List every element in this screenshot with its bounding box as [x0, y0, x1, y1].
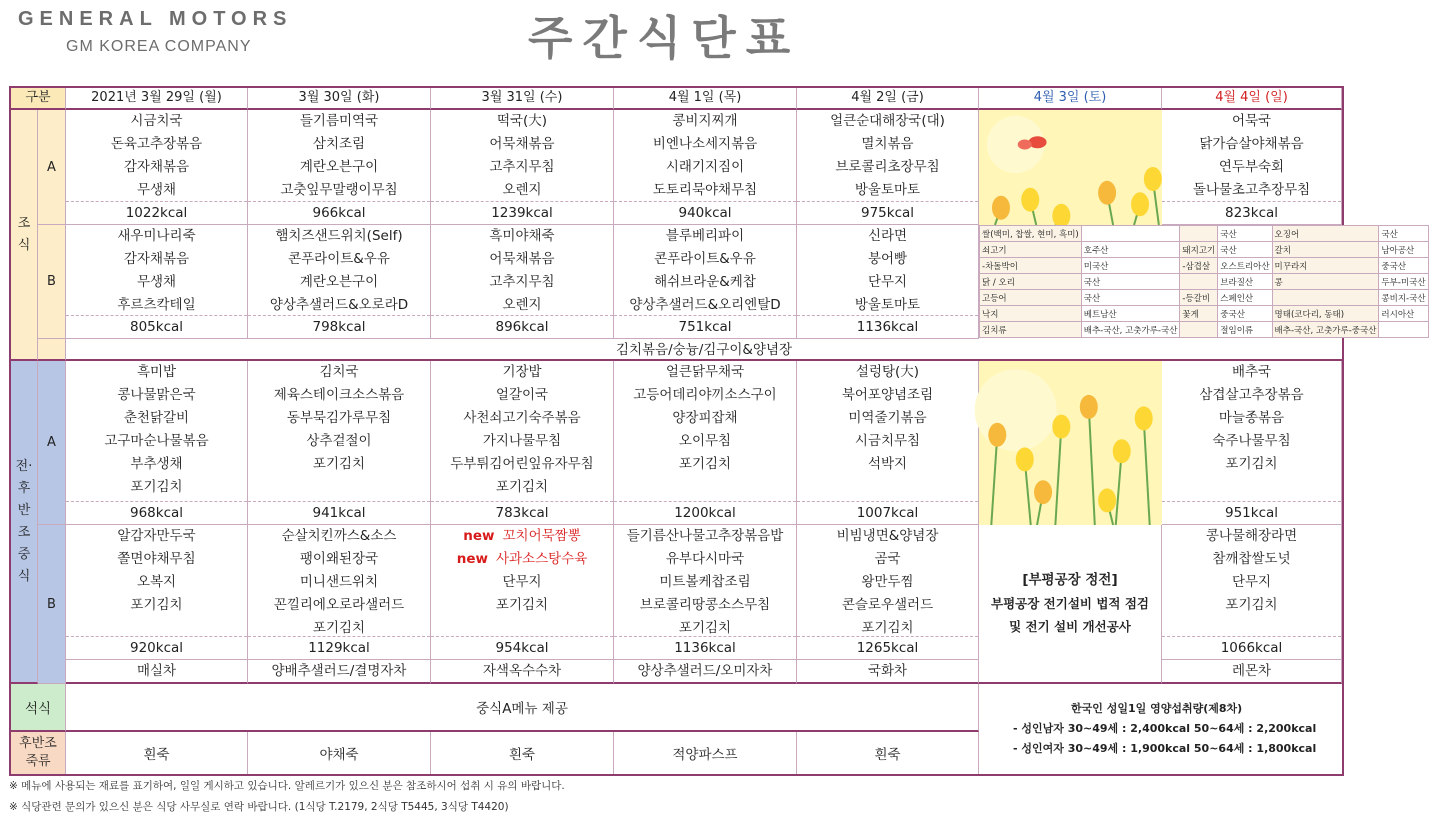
menu-item: 고추지무침 [489, 274, 555, 290]
kcal-value: 966kcal [248, 201, 430, 224]
lunch-b-cell [431, 525, 614, 684]
menu-items [1162, 110, 1341, 202]
menu-items [1162, 361, 1341, 476]
header-corner: 구분 [11, 88, 66, 110]
flower-head [1098, 181, 1116, 205]
menu-items [248, 361, 430, 476]
breakfast-b-cell [431, 225, 614, 339]
drink: 국화차 [797, 659, 978, 682]
breakfast-a-cell [1162, 110, 1342, 225]
origin-cell: 고등어 [980, 290, 1082, 306]
origin-cell [1081, 226, 1180, 242]
origin-cell: -삼겹살 [1180, 258, 1218, 274]
menu-item: 북어포양념조림 [841, 387, 934, 403]
origin-cell: 콩비지-국산 [1379, 290, 1428, 306]
menu-item: 포기김치 [1225, 597, 1278, 613]
nutrition-female: - 성인여자 30~49세 : 1,900kcal 50~64세 : 1,800kcal [1013, 742, 1317, 755]
menu-item: 단무지 [1231, 574, 1272, 590]
kcal-value: 954kcal [431, 636, 613, 659]
menu-item: 시금치무침 [854, 433, 921, 449]
menu-item: 미니샌드위치 [299, 574, 379, 590]
origin-cell: 호주산 [1081, 242, 1180, 258]
menu-item: 상추겉절이 [306, 433, 372, 449]
menu-item: 방울토마토 [854, 182, 921, 198]
menu-items [797, 225, 978, 317]
menu-item: 포기김치 [130, 479, 183, 495]
menu-item: 포기김치 [1225, 456, 1278, 472]
menu-items [431, 361, 613, 499]
menu-item: 흑미밥 [136, 364, 177, 380]
menu-item: 햄치즈샌드위치(Self) [275, 228, 403, 244]
menu-item: 삼치조림 [312, 136, 366, 152]
menu-item: 멸치볶음 [861, 136, 914, 152]
origin-cell: 미국산 [1081, 258, 1180, 274]
breakfast-b-cell [248, 225, 431, 339]
origin-cell: 쇠고기 [980, 242, 1082, 258]
flower-head [1113, 439, 1131, 463]
menu-item: 춘천닭갈비 [123, 410, 190, 426]
origin-cell: 남아공산 [1379, 242, 1428, 258]
new-badge: new [463, 528, 495, 544]
menu-items [1162, 525, 1341, 617]
section-lunch: 전·후반조 중식 [11, 361, 38, 684]
menu-item: 양장피잡채 [672, 410, 738, 426]
menu-item: 흑미야채죽 [489, 228, 555, 244]
sub-breakfast-b: B [38, 225, 66, 339]
kcal-value: 805kcal [66, 315, 247, 338]
origin-cell: 중국산 [1218, 306, 1272, 322]
menu-item: 방울토마토 [854, 297, 921, 313]
kcal-value: 751kcal [614, 315, 796, 338]
menu-item: 오복지 [136, 574, 177, 590]
origin-cell: 명태(코다리, 동태) [1272, 306, 1379, 322]
origin-cell [1379, 322, 1428, 338]
menu-item: 두부튀김어린잎유자무침 [450, 456, 594, 472]
saturday-lunch-art [979, 361, 1162, 525]
menu-item: 부추생채 [130, 456, 183, 472]
menu-item: 얼큰순대해장국(대) [830, 113, 945, 129]
kcal-value: 783kcal [431, 501, 613, 524]
menu-items [614, 525, 796, 640]
section-porridge: 후반조 죽류 [11, 732, 66, 774]
day-header: 3월 31일 (수) [431, 88, 614, 110]
menu-item: 왕만두찜 [861, 574, 914, 590]
saturday-breakfast-art-illustration [979, 110, 1162, 225]
origin-row [980, 226, 1429, 242]
origin-cell: 콩 [1272, 274, 1379, 290]
menu-item: 제육스테이크소스볶음 [273, 387, 405, 403]
lunch-b-cell [1162, 525, 1342, 684]
porridge-cell: 흰죽 [66, 732, 248, 774]
menu-item: 유부다시마국 [665, 551, 745, 567]
menu-item: 포기김치 [678, 456, 732, 472]
menu-item: 팽이왜된장국 [299, 551, 379, 567]
kcal-value: 1136kcal [614, 636, 796, 659]
menu-items [66, 225, 247, 317]
butterfly-wing [1029, 136, 1047, 148]
origin-cell: 배추-국산, 고춧가루-중국산 [1272, 322, 1379, 338]
menu-item: 포기김치 [130, 597, 183, 613]
lunch-a-cell [1162, 361, 1342, 525]
menu-item: 순살치킨까스&소스 [281, 528, 397, 544]
day-header: 2021년 3월 29일 (월) [66, 88, 248, 110]
new-menu-item [431, 548, 613, 571]
menu-item: 콩나물맑은국 [117, 387, 196, 403]
menu-item: 시래기지짐이 [665, 159, 745, 175]
origin-row [980, 290, 1429, 306]
menu-items [248, 110, 430, 202]
kcal-value: 968kcal [66, 501, 247, 524]
menu-item: 콘푸라이트&우유 [654, 251, 756, 267]
lunch-a-cell [797, 361, 979, 525]
nutrition-male: - 성인남자 30~49세 : 2,400kcal 50~64세 : 2,200kcal [1013, 722, 1317, 735]
menu-items [431, 110, 613, 202]
menu-item: 미역줄기볶음 [848, 410, 927, 426]
menu-item: 해쉬브라운&케찹 [654, 274, 756, 290]
flower-head [1144, 167, 1162, 191]
menu-item: 무생채 [136, 274, 177, 290]
sub-lunch-a: A [38, 361, 66, 525]
menu-item: 계란오븐구이 [299, 274, 379, 290]
kcal-value: 896kcal [431, 315, 613, 338]
menu-item: 숙주나물무침 [1212, 433, 1291, 449]
day-header: 3월 30일 (화) [248, 88, 431, 110]
menu-item: 무생채 [136, 182, 177, 198]
new-item-name: 꼬치어묵짬뽕 [502, 528, 581, 544]
origin-row [980, 322, 1429, 338]
menu-item: 어묵채볶음 [489, 251, 555, 267]
origin-cell: 국산 [1218, 242, 1272, 258]
menu-item: 블루베리파이 [665, 228, 745, 244]
flower-head [1098, 488, 1116, 512]
lunch-b-cell [66, 525, 248, 684]
origin-cell [1272, 290, 1379, 306]
lunch-a-cell [66, 361, 248, 525]
origin-cell: 김치류 [980, 322, 1082, 338]
origin-table [979, 225, 1429, 338]
flower-head [992, 196, 1010, 220]
kcal-value: 920kcal [66, 636, 247, 659]
menu-item: 사천쇠고기숙주볶음 [463, 410, 581, 426]
flower-head [1021, 188, 1039, 212]
menu-item: 단무지 [502, 574, 542, 590]
origin-cell: 오스트리아산 [1218, 258, 1272, 274]
porridge-cell: 흰죽 [797, 732, 979, 774]
kcal-value: 1239kcal [431, 201, 613, 224]
saturday-breakfast-art [979, 110, 1162, 225]
origin-cell: 국산 [1379, 226, 1428, 242]
menu-item: 들기름산나물고추장볶음밥 [626, 528, 784, 544]
origin-cell: 오징어 [1272, 226, 1379, 242]
sub-breakfast-a: A [38, 110, 66, 225]
origin-cell: 국산 [1081, 274, 1180, 290]
notice-title: [부평공장 정전] [1022, 572, 1118, 588]
menu-items [431, 525, 613, 617]
butterfly-wing [1018, 140, 1032, 150]
menu-item: 포기김치 [495, 597, 549, 613]
origin-cell: 국산 [1218, 226, 1272, 242]
menu-item: 어묵국 [1231, 113, 1272, 129]
menu-item: 붕어빵 [867, 251, 908, 267]
menu-item: 꼰낄리에오로라샐러드 [273, 597, 405, 613]
menu-item: 참깨찹쌀도넛 [1212, 551, 1291, 567]
logo-line1: GENERAL MOTORS [18, 8, 293, 30]
breakfast-a-cell [614, 110, 797, 225]
porridge-cell: 적양파스프 [614, 732, 797, 774]
menu-item: 브로콜리땅콩소스무침 [639, 597, 771, 613]
menu-item: 시금치국 [130, 113, 183, 129]
breakfast-b-cell [797, 225, 979, 339]
flower-head [1034, 480, 1052, 504]
menu-item: 새우미나리죽 [117, 228, 196, 244]
origin-cell: 국산 [1081, 290, 1180, 306]
day-header: 4월 4일 (일) [1162, 88, 1342, 110]
menu-item: 돈육고추장볶음 [110, 136, 203, 152]
menu-items [248, 225, 430, 317]
origin-cell: 베트남산 [1081, 306, 1180, 322]
menu-item: 도토리묵야채무침 [652, 182, 758, 198]
kcal-value: 951kcal [1162, 501, 1341, 524]
menu-item: 고추지무침 [489, 159, 555, 175]
footer-note-contact: ※ 식당관련 문의가 있으신 분은 식당 사무실로 연락 바랍니다. (1식당 T.2179, 2식당 T5445, 3식당 T4420) [9, 801, 509, 813]
porridge-cell: 흰죽 [431, 732, 614, 774]
sub-breakfast-blank [38, 339, 66, 361]
origin-cell: 중국산 [1379, 258, 1428, 274]
menu-item: 고등어데리야끼소스구이 [633, 387, 777, 403]
drink: 매실차 [66, 659, 247, 682]
origin-cell: 미꾸라지 [1272, 258, 1379, 274]
origin-cell: 절임이류 [1218, 322, 1272, 338]
menu-item: 알감자만두국 [117, 528, 196, 544]
origin-cell: 브라질산 [1218, 274, 1272, 290]
menu-item: 김치국 [319, 364, 359, 380]
menu-item: 단무지 [867, 274, 908, 290]
new-item-name: 사과소스탕수육 [495, 551, 588, 567]
kcal-value: 940kcal [614, 201, 796, 224]
kcal-value: 798kcal [248, 315, 430, 338]
menu-items [248, 525, 430, 640]
menu-item: 가지나물무침 [482, 433, 562, 449]
kcal-value: 941kcal [248, 501, 430, 524]
breakfast-b-cell [614, 225, 797, 339]
breakfast-common: 김치볶음/숭늉/김구이&양념장 [66, 339, 1342, 361]
origin-cell [1180, 322, 1218, 338]
menu-items [797, 110, 978, 202]
menu-item: 동부묵김가루무침 [286, 410, 392, 426]
menu-item: 삼겹살고추장볶음 [1199, 387, 1304, 403]
breakfast-b-cell [66, 225, 248, 339]
menu-item: 기장밥 [502, 364, 542, 380]
lunch-a-cell [431, 361, 614, 525]
menu-item: 브로콜리초장무침 [835, 159, 940, 175]
origin-cell: 러시아산 [1379, 306, 1428, 322]
menu-item: 곰국 [874, 551, 901, 567]
origin-row [980, 242, 1429, 258]
menu-items [66, 525, 247, 617]
kcal-value: 1022kcal [66, 201, 247, 224]
menu-item: 콘푸라이트&우유 [288, 251, 390, 267]
kcal-value: 1200kcal [614, 501, 796, 524]
saturday-notice [979, 525, 1162, 684]
drink: 자색옥수수차 [431, 659, 613, 682]
kcal-value: 975kcal [797, 201, 978, 224]
notice-line2: 및 전기 설비 개선공사 [1009, 619, 1131, 634]
menu-items [614, 225, 796, 317]
notice-line1: 부평공장 전기설비 법적 점검 [991, 596, 1149, 611]
sub-lunch-b: B [38, 525, 66, 684]
menu-item: 떡국(大) [496, 113, 548, 129]
origin-cell: 돼지고기 [1180, 242, 1218, 258]
menu-item: 양상추샐러드&오리엔탈D [629, 297, 781, 313]
lunch-b-cell [248, 525, 431, 684]
origin-cell: 두부-미국산 [1379, 274, 1428, 290]
flower-head [988, 423, 1006, 447]
page-title: 주간식단표 [528, 11, 801, 65]
origin-cell: 배추-국산, 고춧가루-국산 [1081, 322, 1180, 338]
new-menu-item [431, 525, 613, 548]
menu-item: 양상추샐러드&오로라D [269, 297, 409, 313]
kcal-value: 823kcal [1162, 201, 1341, 224]
menu-item: 얼큰닭무채국 [665, 364, 745, 380]
kcal-value: 1265kcal [797, 636, 978, 659]
day-header: 4월 2일 (금) [797, 88, 979, 110]
logo-line2: GM KOREA COMPANY [66, 38, 252, 55]
origin-cell [1180, 226, 1218, 242]
menu-item: 콩비지찌개 [672, 113, 738, 129]
menu-items [431, 225, 613, 317]
origin-row [980, 258, 1429, 274]
day-header: 4월 1일 (목) [614, 88, 797, 110]
dinner-row: 중식A메뉴 제공 [66, 684, 979, 732]
section-dinner: 석식 [11, 684, 66, 732]
kcal-value: 1129kcal [248, 636, 430, 659]
menu-item: 돌나물초고추장무침 [1192, 182, 1311, 198]
menu-item: 들기름미역국 [299, 113, 379, 129]
menu-item: 오렌지 [502, 297, 542, 313]
origin-row [980, 274, 1429, 290]
origin-cell: 꽃게 [1180, 306, 1218, 322]
kcal-value: 1066kcal [1162, 636, 1341, 659]
menu-items [66, 110, 247, 202]
drink: 레몬차 [1162, 659, 1341, 682]
menu-item: 감자채볶음 [123, 159, 190, 175]
flower-head [1135, 406, 1153, 430]
origin-cell: -차돌박이 [980, 258, 1082, 274]
menu-item: 비빔냉면&양념장 [836, 528, 939, 544]
lunch-a-cell [248, 361, 431, 525]
flower-head [1016, 447, 1034, 471]
drink: 양배추샐러드/결명자차 [248, 659, 430, 682]
origin-cell: 쌀(백미, 찹쌀, 현미, 흑미) [980, 226, 1082, 242]
section-breakfast: 조식 [11, 110, 38, 361]
menu-item: 마늘종볶음 [1218, 410, 1285, 426]
origin-cell: 낙지 [980, 306, 1082, 322]
menu-item: 포기김치 [861, 620, 914, 636]
menu-item: 어묵채볶음 [489, 136, 555, 152]
origin-cell: 닭 / 오리 [980, 274, 1082, 290]
breakfast-a-cell [248, 110, 431, 225]
menu-item: 포기김치 [495, 479, 549, 495]
porridge-cell: 야채죽 [248, 732, 431, 774]
menu-item: 콩나물해장라면 [1205, 528, 1298, 544]
lunch-a-cell [614, 361, 797, 525]
menu-item: 설렁탕(大) [855, 364, 920, 380]
menu-item: 고춧잎무말랭이무침 [280, 182, 398, 198]
menu-table [9, 86, 1426, 776]
menu-item: 포기김치 [312, 620, 366, 636]
menu-item: 포기김치 [678, 620, 732, 636]
menu-item: 비엔나소세지볶음 [652, 136, 758, 152]
menu-items [797, 525, 978, 640]
drink: 양상추샐러드/오미자차 [614, 659, 796, 682]
menu-items [797, 361, 978, 476]
origin-cell [1180, 274, 1218, 290]
new-badge: new [456, 551, 488, 567]
glow [975, 369, 1057, 451]
origin-row [980, 306, 1429, 322]
origin-table-wrap [979, 225, 1426, 341]
menu-item: 배추국 [1231, 364, 1272, 380]
menu-item: 신라면 [867, 228, 908, 244]
saturday-lunch-art-illustration [979, 361, 1162, 525]
flower-head [1080, 395, 1098, 419]
menu-items [66, 361, 247, 499]
menu-item: 미트볼케찹조림 [659, 574, 751, 590]
menu-item: 얼갈이국 [495, 387, 549, 403]
menu-item: 포기김치 [312, 456, 366, 472]
lunch-b-cell [614, 525, 797, 684]
day-header: 4월 3일 (토) [979, 88, 1162, 110]
menu-item: 감자채볶음 [123, 251, 190, 267]
footer-note-allergy: ※ 메뉴에 사용되는 재료를 표기하여, 일일 게시하고 있습니다. 알레르기가 있으신 분은 참조하시어 섭취 시 유의 바랍니다. [9, 780, 565, 792]
menu-item: 석박지 [867, 456, 908, 472]
menu-item: 닭가슴살야채볶음 [1199, 136, 1304, 152]
nutrition-box [979, 684, 1342, 774]
origin-cell: 스페인산 [1218, 290, 1272, 306]
menu-item: 후르츠칵테일 [117, 297, 196, 313]
nutrition-title: 한국인 성일1일 영양섭취량(제8차) [1071, 702, 1243, 715]
menu-items [614, 361, 796, 476]
lunch-b-cell [797, 525, 979, 684]
kcal-value: 1007kcal [797, 501, 978, 524]
menu-item: 쫄면야채무침 [117, 551, 196, 567]
origin-cell: 갈치 [1272, 242, 1379, 258]
menu-item: 오이무침 [678, 433, 732, 449]
breakfast-a-cell [797, 110, 979, 225]
breakfast-a-cell [431, 110, 614, 225]
origin-cell: -등갈비 [1180, 290, 1218, 306]
flower-head [1052, 415, 1070, 439]
menu-item: 계란오븐구이 [299, 159, 379, 175]
flower-head [1131, 192, 1149, 216]
menu-item: 오렌지 [502, 182, 542, 198]
breakfast-a-cell [66, 110, 248, 225]
menu-item: 고구마순나물볶음 [104, 433, 209, 449]
menu-item: 연두부숙회 [1218, 159, 1285, 175]
menu-items [614, 110, 796, 202]
menu-item: 콘슬로우샐러드 [841, 597, 934, 613]
kcal-value: 1136kcal [797, 315, 978, 338]
